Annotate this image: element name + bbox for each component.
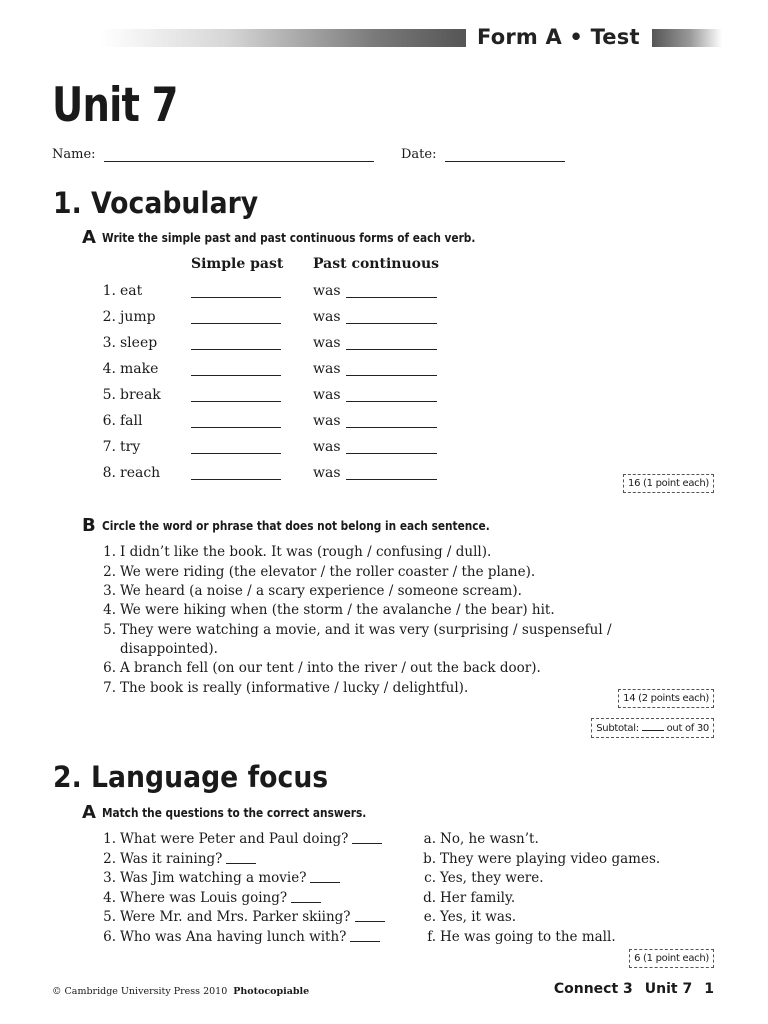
section-title-language-focus: 2. Language focus	[53, 760, 329, 794]
was-prefix: was	[313, 387, 341, 403]
subtotal-blank[interactable]	[642, 722, 664, 731]
footer-copyright	[52, 986, 309, 997]
question-item	[100, 929, 380, 945]
section-title-vocabulary: 1. Vocabulary	[53, 186, 259, 220]
date-label: Date:	[401, 147, 437, 162]
question-item	[100, 909, 385, 925]
past-continuous-blank[interactable]	[346, 401, 437, 402]
answer-text: He was going to the mall.	[440, 929, 616, 945]
footer-book: Connect 3	[553, 981, 633, 997]
name-label: Name:	[52, 147, 96, 162]
item-number: 4.	[103, 889, 116, 906]
instruction-1a	[82, 227, 526, 248]
sentence-item	[100, 564, 535, 580]
item-number: 5.	[103, 622, 116, 638]
verb-item	[100, 309, 460, 329]
answer-blank[interactable]	[310, 872, 340, 883]
answer-blank[interactable]	[226, 853, 256, 864]
date-field	[401, 147, 565, 162]
past-continuous-blank[interactable]	[346, 375, 437, 376]
item-number: 5.	[102, 387, 116, 403]
header-gradient-bar-right	[652, 29, 722, 47]
page-title: Unit 7	[52, 78, 178, 133]
question-item	[100, 831, 382, 847]
answer-blank[interactable]	[291, 892, 321, 903]
past-continuous-blank[interactable]	[346, 323, 437, 324]
copyright-text: © Cambridge University Press 2010	[52, 986, 228, 997]
item-number: 1.	[103, 831, 116, 847]
simple-past-blank[interactable]	[191, 453, 281, 454]
was-prefix: was	[313, 465, 341, 481]
question-item	[100, 890, 321, 906]
question-text: Where was Louis going?	[120, 889, 288, 906]
page-number: 1	[704, 981, 714, 997]
verb-item	[100, 283, 460, 303]
simple-past-blank[interactable]	[191, 297, 281, 298]
question-text: Were Mr. and Mrs. Parker skiing?	[120, 909, 351, 926]
sentence-item	[100, 622, 612, 657]
footer-unit: Unit 7	[644, 981, 693, 997]
answer-text: Her family.	[440, 889, 516, 906]
answer-blank[interactable]	[355, 911, 385, 922]
photocopiable-label: Photocopiable	[233, 986, 310, 997]
answer-text: They were playing video games.	[440, 850, 661, 867]
item-number: 2.	[102, 309, 116, 325]
answer-item	[420, 890, 515, 906]
verb-item	[100, 413, 460, 433]
was-prefix: was	[313, 439, 341, 455]
answer-item	[420, 870, 544, 886]
verb-item	[100, 335, 460, 355]
instruction-text: Match the questions to the correct answers.	[101, 806, 367, 820]
verb-text: break	[120, 387, 161, 403]
question-item	[100, 851, 256, 867]
item-number: 4.	[103, 602, 116, 618]
score-box-1b: 14 (2 points each)	[618, 689, 714, 708]
part-letter: A	[82, 227, 96, 248]
sentence-continuation[interactable]: disappointed).	[120, 641, 218, 657]
item-number: 5.	[103, 909, 116, 926]
item-number: 6.	[102, 413, 116, 429]
item-number: 7.	[103, 680, 116, 696]
item-number: 1.	[103, 544, 116, 560]
verb-text: eat	[120, 283, 143, 299]
sentence-item	[100, 660, 541, 676]
verb-item	[100, 361, 460, 381]
name-field	[52, 147, 374, 162]
answer-blank[interactable]	[352, 833, 382, 844]
instruction-2a	[82, 802, 402, 823]
verb-text: try	[120, 439, 141, 455]
item-number: 2.	[103, 850, 116, 867]
sentence-text[interactable]: They were watching a movie, and it was very (surprising / suspenseful /	[120, 622, 612, 638]
past-continuous-blank[interactable]	[346, 349, 437, 350]
instruction-text: Circle the word or phrase that does not belong in each sentence.	[101, 519, 490, 533]
verb-text: fall	[120, 413, 143, 429]
sentence-item	[100, 602, 555, 618]
past-continuous-blank[interactable]	[346, 479, 437, 480]
past-continuous-blank[interactable]	[346, 297, 437, 298]
question-text: Was Jim watching a movie?	[120, 870, 307, 887]
item-number: 2.	[103, 564, 116, 580]
answer-letter: a.	[423, 831, 436, 847]
answer-letter: d.	[423, 889, 436, 906]
sentence-text[interactable]: A branch fell (on our tent / into the river / out the back door).	[120, 660, 541, 676]
item-number: 3.	[102, 335, 116, 351]
item-number: 6.	[103, 929, 116, 945]
score-box-1a: 16 (1 point each)	[623, 474, 714, 493]
subtotal-suffix: out of 30	[666, 723, 709, 734]
form-label: Form A • Test	[477, 25, 640, 49]
name-blank[interactable]	[104, 150, 374, 162]
answer-item	[420, 851, 660, 867]
question-text: What were Peter and Paul doing?	[120, 831, 349, 847]
verb-item	[100, 439, 460, 459]
answer-item	[420, 909, 516, 925]
past-continuous-blank[interactable]	[346, 427, 437, 428]
date-blank[interactable]	[445, 150, 565, 162]
column-header-simple-past: Simple past	[191, 256, 284, 272]
question-item	[100, 870, 340, 886]
answer-blank[interactable]	[350, 931, 380, 942]
sentence-text[interactable]: I didn’t like the book. It was (rough / confusing / dull).	[120, 544, 492, 560]
was-prefix: was	[313, 283, 341, 299]
answer-text: Yes, they were.	[440, 870, 544, 887]
question-text: Was it raining?	[120, 850, 223, 867]
sentence-text[interactable]: The book is really (informative / lucky / delightful).	[120, 680, 469, 696]
verb-text: sleep	[120, 335, 158, 351]
simple-past-blank[interactable]	[191, 427, 281, 428]
verb-text: jump	[120, 309, 156, 325]
item-number: 4.	[102, 361, 116, 377]
past-continuous-blank[interactable]	[346, 453, 437, 454]
sentence-item	[100, 583, 522, 599]
instruction-1b	[82, 515, 542, 536]
verb-item	[100, 465, 460, 485]
item-number: 7.	[102, 439, 116, 455]
verb-text: make	[120, 361, 159, 377]
was-prefix: was	[313, 361, 341, 377]
column-header-past-continuous: Past continuous	[313, 256, 440, 272]
score-box-2a: 6 (1 point each)	[629, 949, 714, 968]
answer-text: Yes, it was.	[440, 909, 517, 926]
sentence-item	[100, 680, 468, 696]
sentence-text[interactable]: We were riding (the elevator / the roller coaster / the plane).	[120, 564, 536, 580]
was-prefix: was	[313, 335, 341, 351]
instruction-text: Write the simple past and past continuous forms of each verb.	[101, 231, 476, 245]
item-number: 3.	[103, 870, 116, 887]
part-letter: A	[82, 802, 96, 823]
answer-letter: e.	[423, 909, 436, 926]
sentence-text[interactable]: We were hiking when (the storm / the avalanche / the bear) hit.	[120, 602, 555, 618]
header-gradient-bar	[100, 29, 466, 47]
answer-text: No, he wasn’t.	[440, 831, 539, 847]
subtotal-box	[591, 718, 714, 738]
was-prefix: was	[313, 309, 341, 325]
item-number: 3.	[103, 583, 116, 599]
sentence-text[interactable]: We heard (a noise / a scary experience / someone scream).	[120, 583, 522, 599]
item-number: 1.	[102, 283, 116, 299]
simple-past-blank[interactable]	[191, 323, 281, 324]
simple-past-blank[interactable]	[191, 401, 281, 402]
answer-letter: f.	[427, 929, 436, 945]
verb-item	[100, 387, 460, 407]
subtotal-label: Subtotal:	[596, 723, 639, 734]
question-text: Who was Ana having lunch with?	[120, 929, 347, 945]
was-prefix: was	[313, 413, 341, 429]
answer-letter: b.	[423, 850, 436, 867]
simple-past-blank[interactable]	[191, 349, 281, 350]
item-number: 6.	[103, 660, 116, 676]
footer-page-info	[542, 981, 714, 997]
answer-item	[420, 929, 616, 945]
verb-text: reach	[120, 465, 161, 481]
answer-item	[420, 831, 539, 847]
part-letter: B	[82, 515, 96, 536]
sentence-item	[100, 544, 491, 560]
item-number: 8.	[102, 465, 116, 481]
simple-past-blank[interactable]	[191, 375, 281, 376]
answer-letter: c.	[424, 870, 436, 887]
simple-past-blank[interactable]	[191, 479, 281, 480]
